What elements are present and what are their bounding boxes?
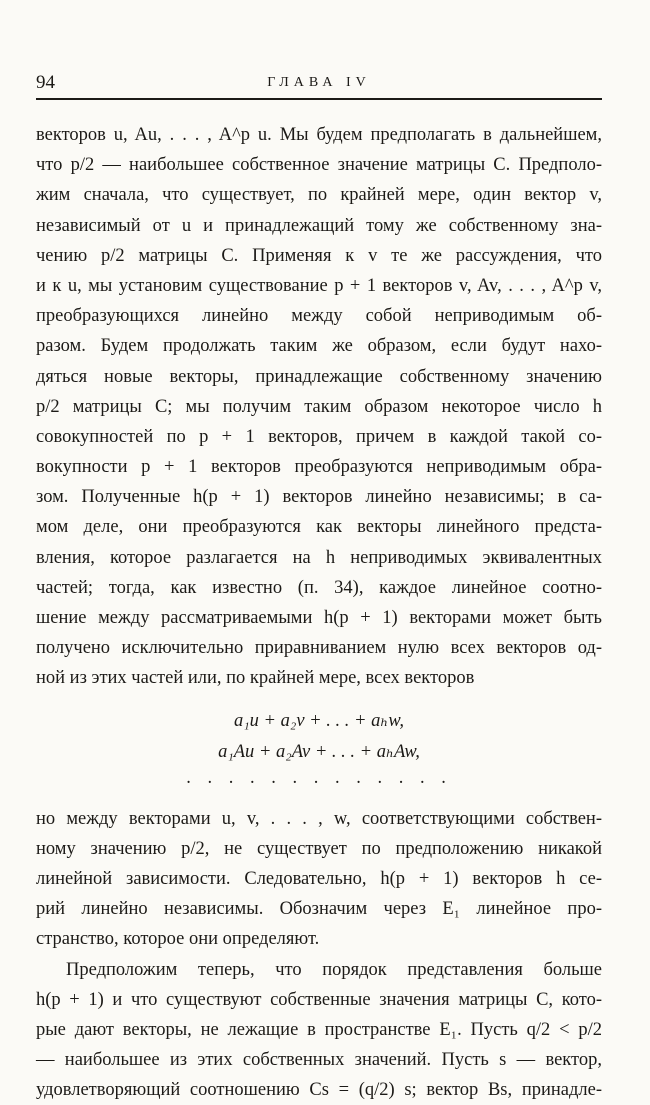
- formula-line: a₁u + a₂v + . . . + aₕw,: [36, 706, 602, 737]
- text-line: рий линейно независимы. Обозначим через E₁ линейное про-: [36, 894, 602, 924]
- text-line: преобразующихся линейно между собой неприводимым об-: [36, 301, 602, 331]
- formula-continuation-dots: . . . . . . . . . . . . .: [36, 768, 602, 794]
- text-line: вления, которое разлагается на h неприводимых эквивалентных: [36, 543, 602, 573]
- body-text: [36, 120, 602, 1105]
- text-line: разом. Будем продолжать таким же образом, если будут нахо-: [36, 331, 602, 361]
- text-line: получено исключительно приравниванием нулю всех векторов од-: [36, 633, 602, 663]
- text-line: совокупностей по p + 1 векторов, причем в каждой такой со-: [36, 422, 602, 452]
- text-line: и к u, мы установим существование p + 1 векторов v, Av, . . . , A^p v,: [36, 271, 602, 301]
- text-line: зом. Полученные h(p + 1) векторов линейно независимы; в са-: [36, 482, 602, 512]
- text-line: но между векторами u, v, . . . , w, соответствующими собствен-: [36, 804, 602, 834]
- paragraph: [36, 804, 602, 955]
- text-line: жим сначала, что существует, по крайней мере, один вектор v,: [36, 180, 602, 210]
- text-line: ному значению p/2, не существует по предположению никакой: [36, 834, 602, 864]
- paragraph: [36, 120, 602, 694]
- text-line: вокупности p + 1 векторов преобразуются неприводимым обра-: [36, 452, 602, 482]
- page-number: 94: [36, 72, 55, 94]
- paragraph: [36, 955, 602, 1105]
- text-line: Предположим теперь, что порядок представления больше: [36, 955, 602, 985]
- formula-block: [36, 706, 602, 794]
- text-line: линейной зависимости. Следовательно, h(p + 1) векторов h се-: [36, 864, 602, 894]
- text-line: — наибольшее из этих собственных значений. Пусть s — вектор,: [36, 1045, 602, 1075]
- text-line: p/2 матрицы C; мы получим таким образом некоторое число h: [36, 392, 602, 422]
- text-line: h(p + 1) и что существуют собственные значения матрицы C, кото-: [36, 985, 602, 1015]
- text-line: что p/2 — наибольшее собственное значение матрицы C. Предполо-: [36, 150, 602, 180]
- text-line: частей; тогда, как известно (п. 34), каждое линейное соотно-: [36, 573, 602, 603]
- text-line: чению p/2 матрицы C. Применяя к v те же рассуждения, что: [36, 241, 602, 271]
- running-head: ГЛАВА IV: [36, 75, 602, 91]
- text-line: странство, которое они определяют.: [36, 924, 602, 954]
- text-line: шение между рассматриваемыми h(p + 1) векторами может быть: [36, 603, 602, 633]
- text-line: векторов u, Au, . . . , A^p u. Мы будем предполагать в дальнейшем,: [36, 120, 602, 150]
- text-line: удовлетворяющий соотношению Cs = (q/2) s; вектор Bs, принадле-: [36, 1075, 602, 1105]
- text-line: рые дают векторы, не лежащие в пространстве E₁. Пусть q/2 < p/2: [36, 1015, 602, 1045]
- page-header: [36, 72, 602, 100]
- text-line: дяться новые векторы, принадлежащие собственному значению: [36, 362, 602, 392]
- text-line: мом деле, они преобразуются как векторы линейного предста-: [36, 512, 602, 542]
- text-line: ной из этих частей или, по крайней мере, всех векторов: [36, 663, 602, 693]
- formula-line: a₁Au + a₂Av + . . . + aₕAw,: [36, 737, 602, 768]
- text-line: независимый от u и принадлежащий тому же собственному зна-: [36, 211, 602, 241]
